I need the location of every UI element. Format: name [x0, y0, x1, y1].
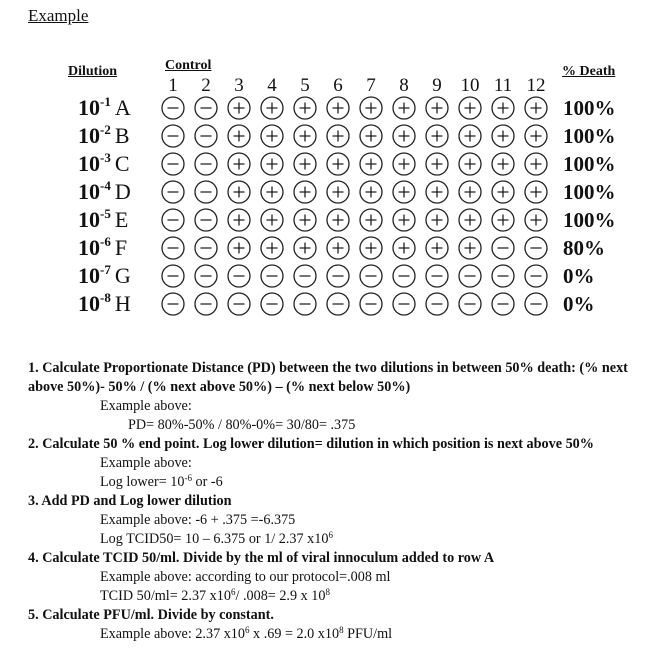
well-negative [162, 181, 184, 203]
well-positive [360, 153, 382, 175]
well-positive [459, 237, 481, 259]
step-3-heading: 3. Add PD and Log lower dilution [28, 493, 232, 509]
well-positive [360, 209, 382, 231]
well-negative [492, 237, 514, 259]
well-positive [426, 97, 448, 119]
well-positive [327, 97, 349, 119]
well-positive [261, 97, 283, 119]
well-positive [261, 209, 283, 231]
well-positive [228, 181, 250, 203]
row-label: $10^{-8}$ H [78, 290, 131, 316]
column-number: 9 [432, 75, 442, 96]
well-negative [360, 293, 382, 315]
column-number: 5 [300, 75, 310, 96]
well-positive [525, 153, 547, 175]
well-positive [525, 125, 547, 147]
well-positive [492, 97, 514, 119]
row-label: $10^{-2}$ B [78, 122, 130, 148]
well-positive [228, 237, 250, 259]
well-negative [294, 265, 316, 287]
well-positive [327, 209, 349, 231]
well-positive [228, 209, 250, 231]
row-label: $10^{-1}$ A [78, 94, 131, 120]
well-negative [228, 265, 250, 287]
well-negative [195, 265, 217, 287]
death-percent: 100% [563, 96, 616, 120]
well-positive [294, 97, 316, 119]
column-number: 4 [267, 75, 277, 96]
well-positive [294, 125, 316, 147]
well-negative [393, 265, 415, 287]
well-positive [294, 181, 316, 203]
instructions [28, 359, 628, 644]
column-number: 8 [399, 75, 409, 96]
well-positive [261, 153, 283, 175]
well-negative [228, 293, 250, 315]
well-negative [261, 265, 283, 287]
dilution-header: Dilution [68, 64, 118, 79]
well-positive [393, 153, 415, 175]
row-label: $10^{-5}$ E [78, 206, 129, 232]
well-positive [228, 97, 250, 119]
well-negative [525, 265, 547, 287]
column-number: 12 [526, 75, 546, 96]
well-negative [426, 293, 448, 315]
control-header: Control [165, 58, 212, 73]
well-positive [459, 125, 481, 147]
well-negative [459, 265, 481, 287]
well-negative [492, 265, 514, 287]
well-positive [261, 181, 283, 203]
step-4-heading: 4. Calculate TCID 50/ml. Divide by the ml of viral innoculum added to row A [28, 550, 495, 566]
death-percent: 0% [563, 292, 595, 316]
step-1-heading: 1. Calculate Proportionate Distance (PD) between the two dilutions in between 50% death: (% next above 50%)- 50% / (% next above 50%) – (% next below 50%) [28, 360, 628, 395]
row-label: $10^{-6}$ F [78, 234, 128, 260]
well-positive [426, 209, 448, 231]
well-negative [162, 293, 184, 315]
well-positive [393, 97, 415, 119]
well-negative [195, 181, 217, 203]
well-negative [426, 265, 448, 287]
row-label: $10^{-3}$ C [78, 150, 130, 176]
column-number: 1 [168, 75, 178, 96]
well-negative [294, 293, 316, 315]
column-number: 7 [366, 75, 376, 96]
well-positive [393, 125, 415, 147]
well-positive [261, 125, 283, 147]
death-percent: 0% [563, 264, 595, 288]
well-positive [426, 181, 448, 203]
well-positive [459, 153, 481, 175]
well-negative [162, 209, 184, 231]
column-number: 10 [460, 75, 480, 96]
page-title: Example [28, 6, 89, 25]
well-positive [327, 237, 349, 259]
well-negative [162, 125, 184, 147]
well-negative [327, 265, 349, 287]
well-positive [393, 209, 415, 231]
step-3-tcid: Log TCID50= 10 – 6.375 or 1/ 2.37 $x10^6$ [100, 530, 333, 547]
well-negative [525, 237, 547, 259]
well-positive [492, 181, 514, 203]
well-negative [459, 293, 481, 315]
step-2-log-lower: Log lower= $10^{-6}$ or -6 [100, 473, 223, 490]
well-positive [426, 125, 448, 147]
well-positive [492, 209, 514, 231]
column-number: 11 [493, 75, 513, 96]
well-positive [327, 125, 349, 147]
well-negative [195, 125, 217, 147]
column-number: 3 [234, 75, 244, 96]
well-positive [525, 209, 547, 231]
well-positive [459, 181, 481, 203]
well-negative [195, 153, 217, 175]
well-positive [327, 153, 349, 175]
column-number: 2 [201, 75, 211, 96]
well-positive [525, 97, 547, 119]
step-2-example-label: Example above: [100, 455, 192, 471]
well-positive [261, 237, 283, 259]
well-positive [360, 181, 382, 203]
step-5-heading: 5. Calculate PFU/ml. Divide by constant. [28, 607, 274, 623]
death-percent: 100% [563, 180, 616, 204]
well-negative [393, 293, 415, 315]
well-negative [195, 97, 217, 119]
well-positive [492, 125, 514, 147]
row-label: $10^{-4}$ D [78, 178, 131, 204]
well-positive [360, 97, 382, 119]
death-percent: 100% [563, 152, 616, 176]
well-positive [294, 209, 316, 231]
well-positive [492, 153, 514, 175]
well-negative [162, 153, 184, 175]
well-negative [162, 265, 184, 287]
well-positive [393, 237, 415, 259]
step-5-pfu: Example above: 2.37 $x10^6$ x .69 = 2.0 $x10^8$ PFU/ml [100, 625, 393, 642]
well-positive [525, 181, 547, 203]
step-4-calc: Example above: according to our protocol=.008 ml [100, 569, 391, 585]
well-negative [525, 293, 547, 315]
well-positive [360, 125, 382, 147]
well-positive [426, 153, 448, 175]
step-4-tcid: TCID 50/ml= 2.37 $x10^6/$ .008= 2.9 x $10^8$ [100, 587, 330, 604]
well-negative [261, 293, 283, 315]
death-percent: 100% [563, 124, 616, 148]
step-3-calc: Example above: -6 + .375 =-6.375 [100, 512, 296, 528]
well-negative [327, 293, 349, 315]
well-negative [162, 237, 184, 259]
step-2-heading: 2. Calculate 50 % end point. Log lower dilution= dilution in which position is next above 50% [28, 436, 594, 452]
well-positive [360, 237, 382, 259]
well-positive [294, 153, 316, 175]
column-number: 6 [333, 75, 343, 96]
well-positive [459, 209, 481, 231]
well-negative [492, 293, 514, 315]
step-1-calc: PD= 80%-50% / 80%-0%= 30/80= .375 [128, 417, 356, 433]
death-percent: 100% [563, 208, 616, 232]
well-negative [195, 209, 217, 231]
well-positive [459, 97, 481, 119]
death-header: % Death [562, 64, 616, 79]
death-percent: 80% [563, 236, 605, 260]
well-positive [294, 237, 316, 259]
well-negative [162, 97, 184, 119]
well-positive [228, 153, 250, 175]
well-positive [327, 181, 349, 203]
well-positive [228, 125, 250, 147]
row-label: $10^{-7}$ G [78, 262, 131, 288]
well-negative [360, 265, 382, 287]
well-positive [393, 181, 415, 203]
well-negative [195, 293, 217, 315]
step-1-example-label: Example above: [100, 398, 192, 414]
well-positive [426, 237, 448, 259]
well-negative [195, 237, 217, 259]
